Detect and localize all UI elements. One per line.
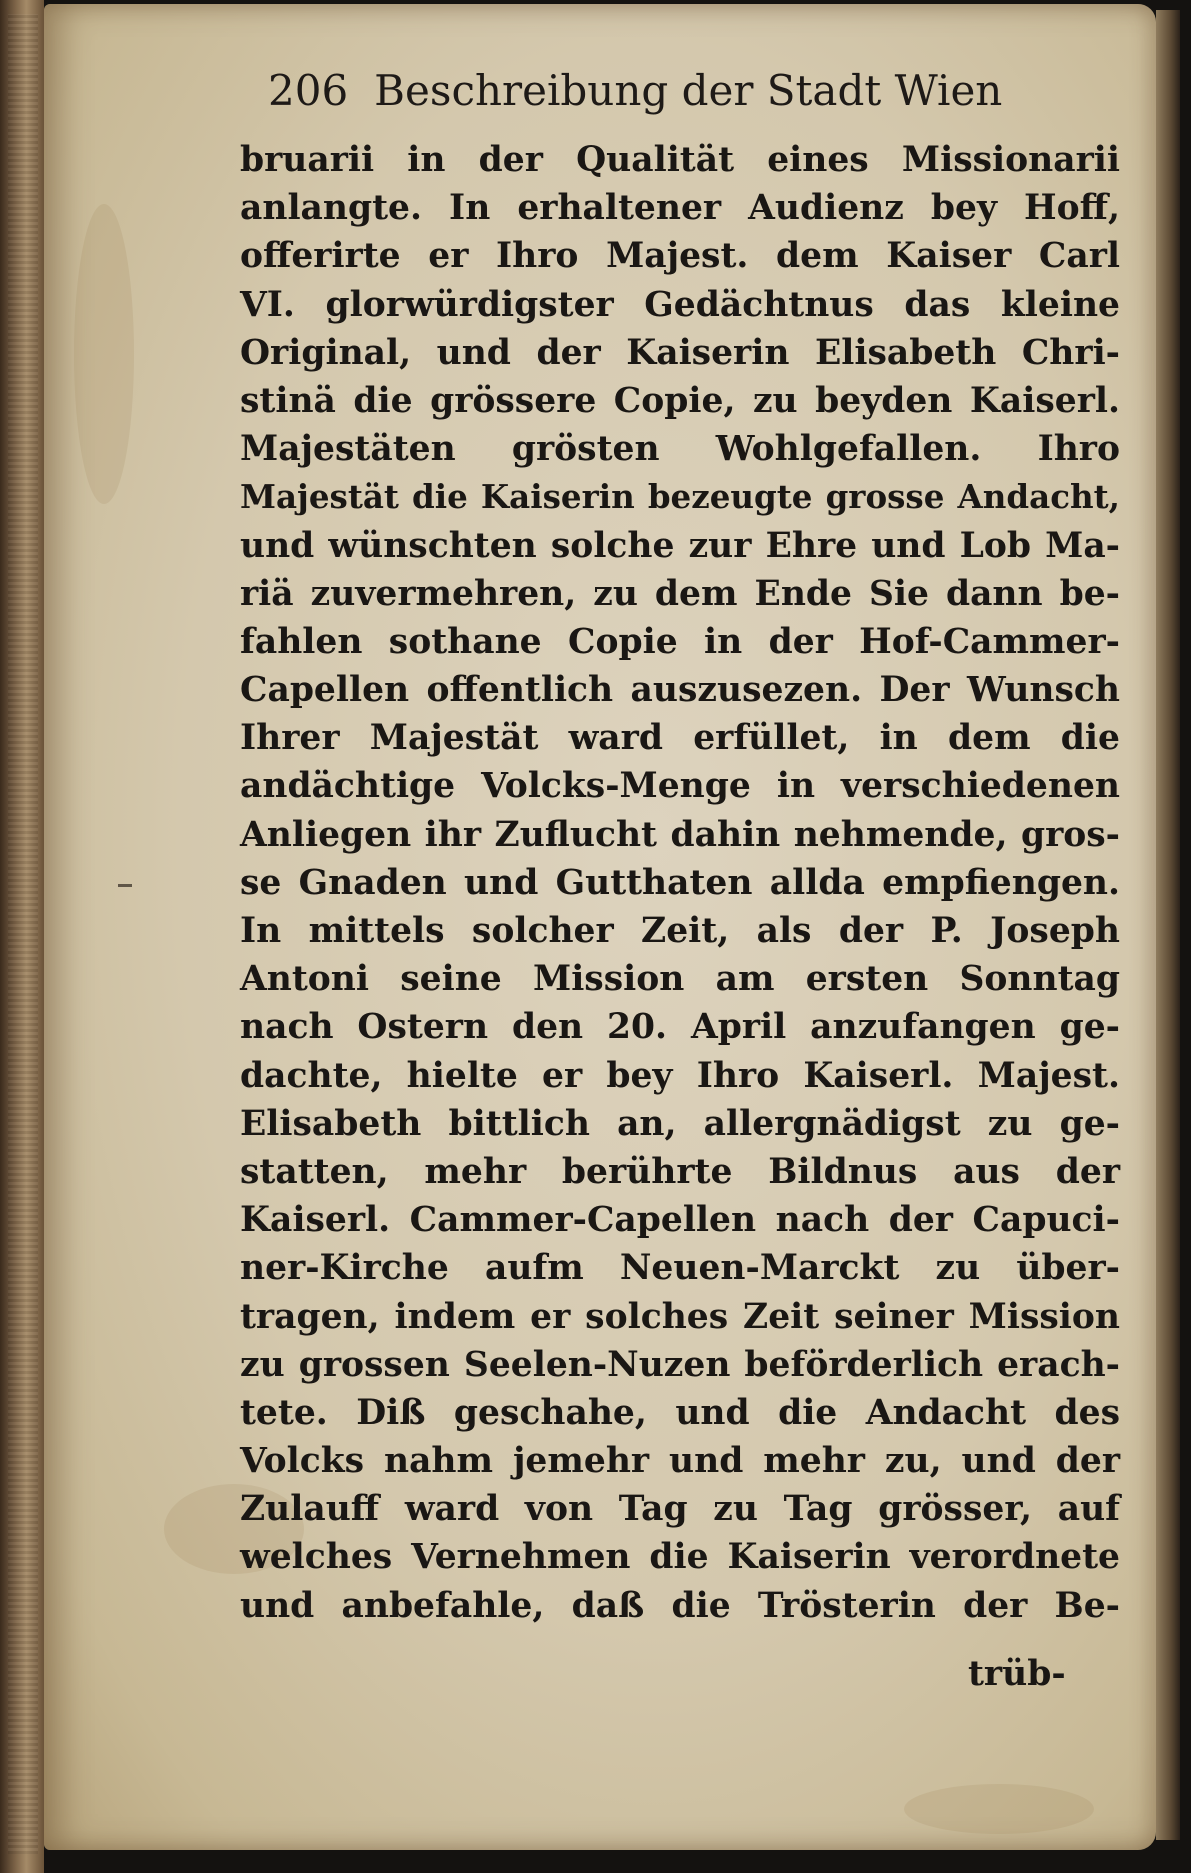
text-line: Elisabeth bittlich an, allergnädigst zu ge- (240, 1103, 1120, 1144)
paper-stain (904, 1784, 1094, 1834)
text-line: und wünschten solche zur Ehre und Lob Ma- (240, 525, 1120, 566)
text-line: Kaiserl. Cammer-Capellen nach der Capuci- (240, 1200, 1120, 1241)
text-line: stinä die grössere Copie, zu beyden Kaiserl. (240, 380, 1120, 421)
text-line: dachte, hielte er bey Ihro Kaiserl. Majest. (240, 1055, 1120, 1096)
text-line: VI. glorwürdigster Gedächtnus das kleine (240, 284, 1120, 325)
text-line: und anbefahle, daß die Trösterin der Be- (240, 1585, 1120, 1626)
spine-page-edges (8, 14, 38, 1854)
text-line: Original, und der Kaiserin Elisabeth Chri- (240, 332, 1120, 373)
text-line: Zulauff ward von Tag zu Tag grösser, auf (240, 1489, 1120, 1530)
text-line: offerirte er Ihro Majest. dem Kaiser Carl (240, 236, 1120, 277)
page-number: 206 (268, 66, 349, 115)
text-line: Majestäten grösten Wohlgefallen. Ihro (240, 429, 1120, 470)
text-line: tragen, indem er solches Zeit seiner Mission (240, 1296, 1120, 1337)
text-line: bruarii in der Qualität eines Missionarii (240, 140, 1120, 180)
running-header (268, 66, 1068, 126)
text-line: zu grossen Seelen-Nuzen beförderlich erach- (240, 1344, 1120, 1385)
text-line: Anliegen ihr Zuflucht dahin nehmende, gros- (240, 814, 1120, 855)
text-line: welches Vernehmen die Kaiserin verordnete (240, 1537, 1120, 1578)
running-head-title: Beschreibung der Stadt Wien (374, 66, 1003, 115)
book-spine (0, 0, 44, 1873)
text-line: Majestät die Kaiserin bezeugte grosse Andacht, (240, 477, 1120, 517)
text-line: andächtige Volcks-Menge in verschiedenen (240, 766, 1120, 807)
paper-stain (74, 204, 134, 504)
catchword: trüb- (968, 1654, 1066, 1694)
text-line: In mittels solcher Zeit, als der P. Joseph (240, 911, 1120, 951)
text-line: Ihrer Majestät ward erfüllet, in dem die (240, 718, 1120, 759)
text-line: ner-Kirche aufm Neuen-Marckt zu über- (240, 1248, 1120, 1289)
text-line: statten, mehr berührte Bildnus aus der (240, 1151, 1120, 1192)
text-line: riä zuvermehren, zu dem Ende Sie dann be- (240, 573, 1120, 614)
text-line: nach Ostern den 20. April anzufangen ge- (240, 1007, 1120, 1048)
body-text (240, 136, 1120, 1630)
text-line: anlangte. In erhaltener Audienz bey Hoff, (240, 188, 1120, 229)
text-line: Antoni seine Mission am ersten Sonntag (240, 959, 1120, 1000)
margin-mark (118, 884, 132, 887)
text-line: fahlen sothane Copie in der Hof-Cammer- (240, 621, 1120, 662)
text-line: se Gnaden und Gutthaten allda empfiengen. (240, 862, 1120, 903)
text-line: tete. Diß geschahe, und die Andacht des (240, 1392, 1120, 1433)
page-right-edge (1156, 10, 1180, 1840)
text-line: Volcks nahm jemehr und mehr zu, und der (240, 1441, 1120, 1482)
text-line: Capellen offentlich auszusezen. Der Wunsch (240, 670, 1120, 711)
